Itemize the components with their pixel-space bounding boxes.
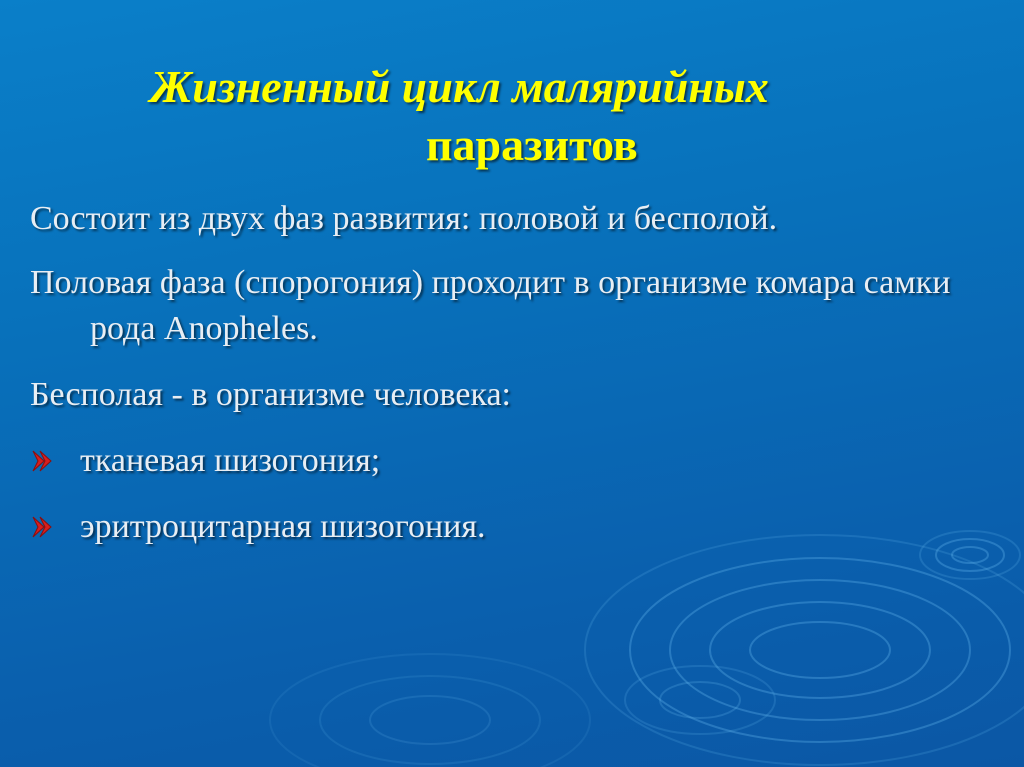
- slide-title: [150, 58, 910, 174]
- paragraph-sexual-phase: Половая фаза (спорогония) проходит в организме комара самки рода Anopheles.: [30, 264, 951, 347]
- slide-body: [30, 196, 1010, 570]
- title-line-2: паразитов: [426, 119, 638, 170]
- arrow-bullet-icon: [30, 449, 54, 473]
- bullet-erythrocytic-schizogony: эритроцитарная шизогония.: [80, 508, 486, 545]
- list-item: [30, 504, 1010, 550]
- paragraph-asexual-phase: Бесполая - в организме человека:: [30, 376, 511, 413]
- title-line-1: Жизненный цикл малярийных: [150, 61, 769, 112]
- arrow-bullet-icon: [30, 515, 54, 539]
- bullet-tissue-schizogony: тканевая шизогония;: [80, 442, 381, 479]
- paragraph-phases: Состоит из двух фаз развития: половой и бесполой.: [30, 200, 778, 237]
- list-item: [30, 438, 1010, 484]
